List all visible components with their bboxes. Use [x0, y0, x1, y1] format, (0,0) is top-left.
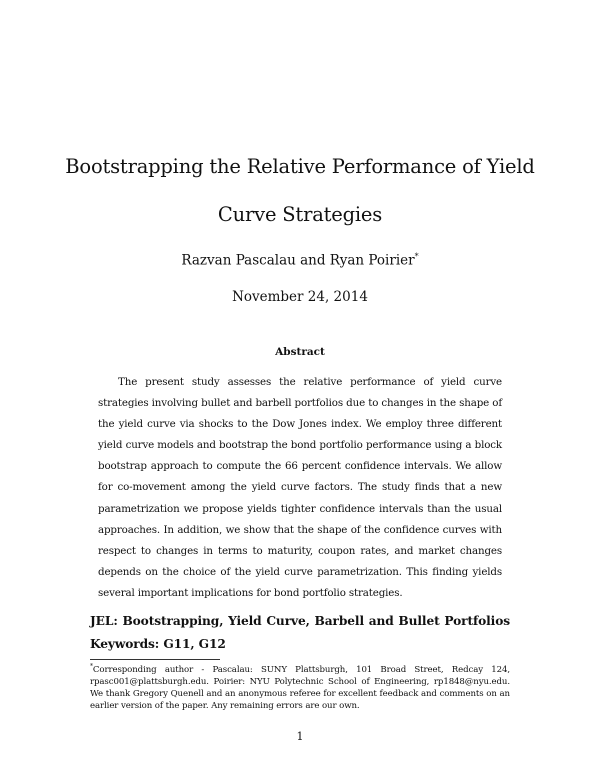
footnote [90, 661, 510, 713]
author-footnote-mark: * [414, 252, 419, 261]
abstract-heading: Abstract [275, 346, 325, 358]
abstract-text: The present study assesses the relative performance of yield curve strategies involving bullet and barbell portfolios due to changes in the shape of the yield curve via shocks to the Dow Jones index. We employ three different yield curve models and bootstrap the bond portfolio performance using a block bootstrap approach to compute the 66 percent confidence intervals. We allow for co-movement among the yield curve factors. The study finds that a new parametrization we propose yields tighter confidence intervals than the usual approaches. In addition, we show that the shape of the confidence curves with respect to changes in terms to maturity, coupon rates, and market changes depends on the choice of the yield curve parametrization. This finding yields several important implications for bond portfolio strategies. [98, 376, 502, 599]
page-number: 1 [296, 730, 304, 743]
footnote-rule [90, 659, 220, 660]
jel-keywords: JEL: Bootstrapping, Yield Curve, Barbell and Bullet Portfolios Keywords: G11, G12 [90, 614, 510, 651]
footnote-mark: * [90, 663, 93, 670]
paper-title: Bootstrapping the Relative Performance of Yield Curve Strategies [65, 155, 535, 226]
publication-date: November 24, 2014 [232, 289, 368, 305]
author-names: Razvan Pascalau and Ryan Poirier [181, 252, 415, 269]
footnote-text: Corresponding author - Pascalau: SUNY Plattsburgh, 101 Broad Street, Redcay 124, rpasc001@plattsburgh.edu. Poirier: NYU Polytechnic School of Engineering, rp1848@nyu.edu. We thank Gregory Quenell and an anonymous referee for excellent feedback and comments on an earlier version of the paper. Any remaining errors are our own. [90, 664, 510, 712]
authors [0, 252, 600, 269]
